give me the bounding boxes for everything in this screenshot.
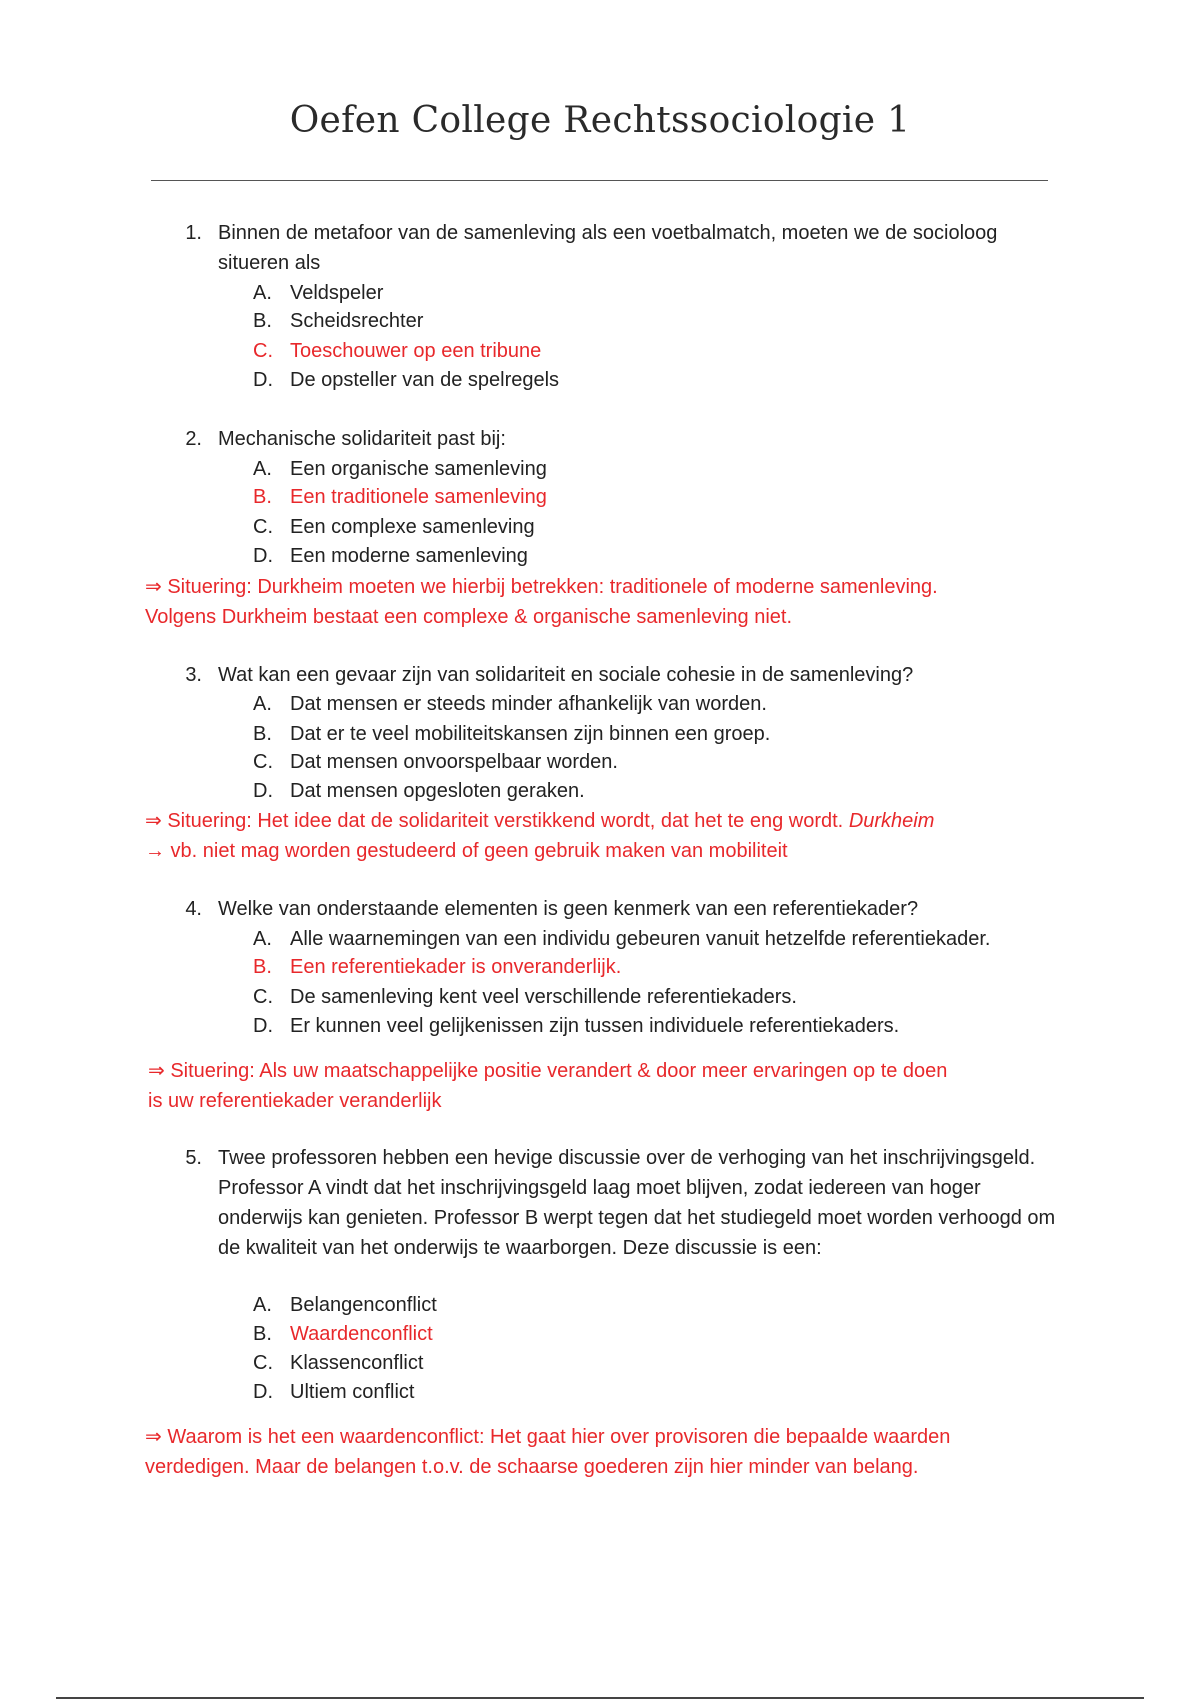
option-1a [253, 279, 383, 307]
question-text: Mechanische solidariteit past bij: [218, 428, 506, 450]
explanation-4 [148, 1056, 1068, 1116]
option-letter: C. [253, 1352, 273, 1374]
option-3d [253, 777, 585, 805]
question-3 [180, 660, 1060, 690]
explanation-line: ⇒ Waarom is het een waardenconflict: Het gaat hier over provisoren die bepaalde waarden [145, 1426, 951, 1448]
option-1b [253, 307, 423, 335]
explanation-italic: Durkheim [848, 810, 935, 832]
option-text: Een referentiekader is onveranderlijk. [290, 956, 622, 978]
option-text: De opsteller van de spelregels [290, 369, 560, 391]
option-2b-correct [253, 483, 547, 511]
option-letter: A. [253, 282, 272, 304]
option-2c [253, 513, 535, 541]
question-4 [180, 894, 1060, 924]
option-text: Toeschouwer op een tribune [290, 340, 542, 362]
title-divider [151, 180, 1048, 181]
option-5b [253, 1320, 433, 1348]
option-letter: C. [253, 751, 273, 773]
explanation-5 [145, 1422, 1065, 1482]
option-letter: D. [253, 1015, 273, 1037]
explanation-line: ⇒ Situering: Durkheim moeten we hierbij betrekken: traditionele of moderne samenleving. [145, 576, 938, 598]
option-text: Klassenconflict [290, 1352, 424, 1374]
option-3a [253, 690, 767, 718]
option-text: Alle waarnemingen van een individu gebeuren vanuit hetzelfde referentiekader. [290, 928, 991, 950]
option-3c [253, 748, 618, 776]
option-letter: A. [253, 458, 272, 480]
question-5 [180, 1143, 1060, 1263]
option-4d [253, 1012, 899, 1040]
option-1c-correct [253, 337, 541, 365]
explanation-line: ⇒ Situering: Als uw maatschappelijke positie verandert & door meer ervaringen op te doen [148, 1060, 948, 1082]
question-number: 3. [185, 664, 202, 686]
option-5d [253, 1378, 414, 1406]
page-title: Oefen College Rechtssociologie 1 [289, 100, 911, 141]
option-letter: B. [253, 1323, 272, 1345]
question-number: 4. [185, 898, 202, 920]
question-text: Twee professoren hebben een hevige discussie over de verhoging van het inschrijvingsgeld. Professor A vindt dat het inschrijvingsgeld laag moet blijven, zodat iedereen van hoger onderwijs kan genieten. Professor B werpt tegen dat het studiegeld moet worden verhoogd om de kwaliteit van het onderwijs te waarborgen. Deze discussie is een: [218, 1147, 1056, 1259]
option-text: Een organische samenleving [290, 458, 547, 480]
question-text: Wat kan een gevaar zijn van solidariteit en sociale cohesie in de samenleving? [218, 664, 914, 686]
explanation-2 [145, 572, 1065, 632]
explanation-line: → vb. niet mag worden gestudeerd of geen gebruik maken van mobiliteit [145, 840, 788, 862]
option-text: Er kunnen veel gelijkenissen zijn tussen individuele referentiekaders. [290, 1015, 900, 1037]
option-letter: B. [253, 956, 272, 978]
explanation-line: is uw referentiekader veranderlijk [148, 1090, 442, 1112]
option-letter: D. [253, 369, 273, 391]
explanation-line: Volgens Durkheim bestaat een complexe & organische samenleving niet. [145, 606, 793, 628]
option-5c [253, 1349, 423, 1377]
option-text: Een moderne samenleving [290, 545, 528, 567]
option-letter: D. [253, 780, 273, 802]
option-text-correct: Waardenconflict [290, 1323, 433, 1345]
option-4c [253, 983, 797, 1011]
option-text: Dat mensen opgesloten geraken. [290, 780, 585, 802]
question-number: 2. [185, 428, 202, 450]
question-2 [180, 424, 1060, 454]
option-letter: D. [253, 1381, 273, 1403]
question-1 [180, 218, 1060, 278]
option-2d [253, 542, 528, 570]
option-4a [253, 925, 990, 953]
option-5a [253, 1291, 437, 1319]
option-letter: C. [253, 516, 273, 538]
option-letter: A. [253, 1294, 272, 1316]
explanation-3 [145, 806, 1065, 866]
option-3b [253, 720, 770, 748]
bottom-divider [56, 1697, 1144, 1699]
question-number: 1. [185, 222, 202, 244]
option-text: De samenleving kent veel verschillende referentiekaders. [290, 986, 797, 1008]
question-text: Binnen de metafoor van de samenleving als een voetbalmatch, moeten we de socioloog situeren als [218, 222, 998, 274]
option-letter: A. [253, 928, 272, 950]
option-1d [253, 366, 559, 394]
option-text: Dat er te veel mobiliteitskansen zijn binnen een groep. [290, 723, 771, 745]
option-letter: C. [253, 986, 273, 1008]
option-text: Ultiem conflict [290, 1381, 415, 1403]
option-2a [253, 455, 547, 483]
option-4b-correct [253, 953, 621, 981]
option-text: Belangenconflict [290, 1294, 437, 1316]
explanation-line: ⇒ Situering: Het idee dat de solidariteit verstikkend wordt, dat het te eng wordt. [145, 810, 844, 832]
option-letter: C. [253, 340, 273, 362]
explanation-line: verdedigen. Maar de belangen t.o.v. de schaarse goederen zijn hier minder van belang. [145, 1456, 919, 1478]
option-text: Dat mensen onvoorspelbaar worden. [290, 751, 618, 773]
option-text: Een traditionele samenleving [290, 486, 547, 508]
option-text: Dat mensen er steeds minder afhankelijk van worden. [290, 693, 767, 715]
option-letter: B. [253, 486, 272, 508]
option-letter: B. [253, 310, 272, 332]
option-text: Scheidsrechter [290, 310, 424, 332]
question-text: Welke van onderstaande elementen is geen kenmerk van een referentiekader? [218, 898, 919, 920]
option-letter: A. [253, 693, 272, 715]
question-number: 5. [185, 1147, 202, 1169]
option-text: Veldspeler [290, 282, 384, 304]
option-letter: D. [253, 545, 273, 567]
option-text: Een complexe samenleving [290, 516, 535, 538]
option-letter: B. [253, 723, 272, 745]
